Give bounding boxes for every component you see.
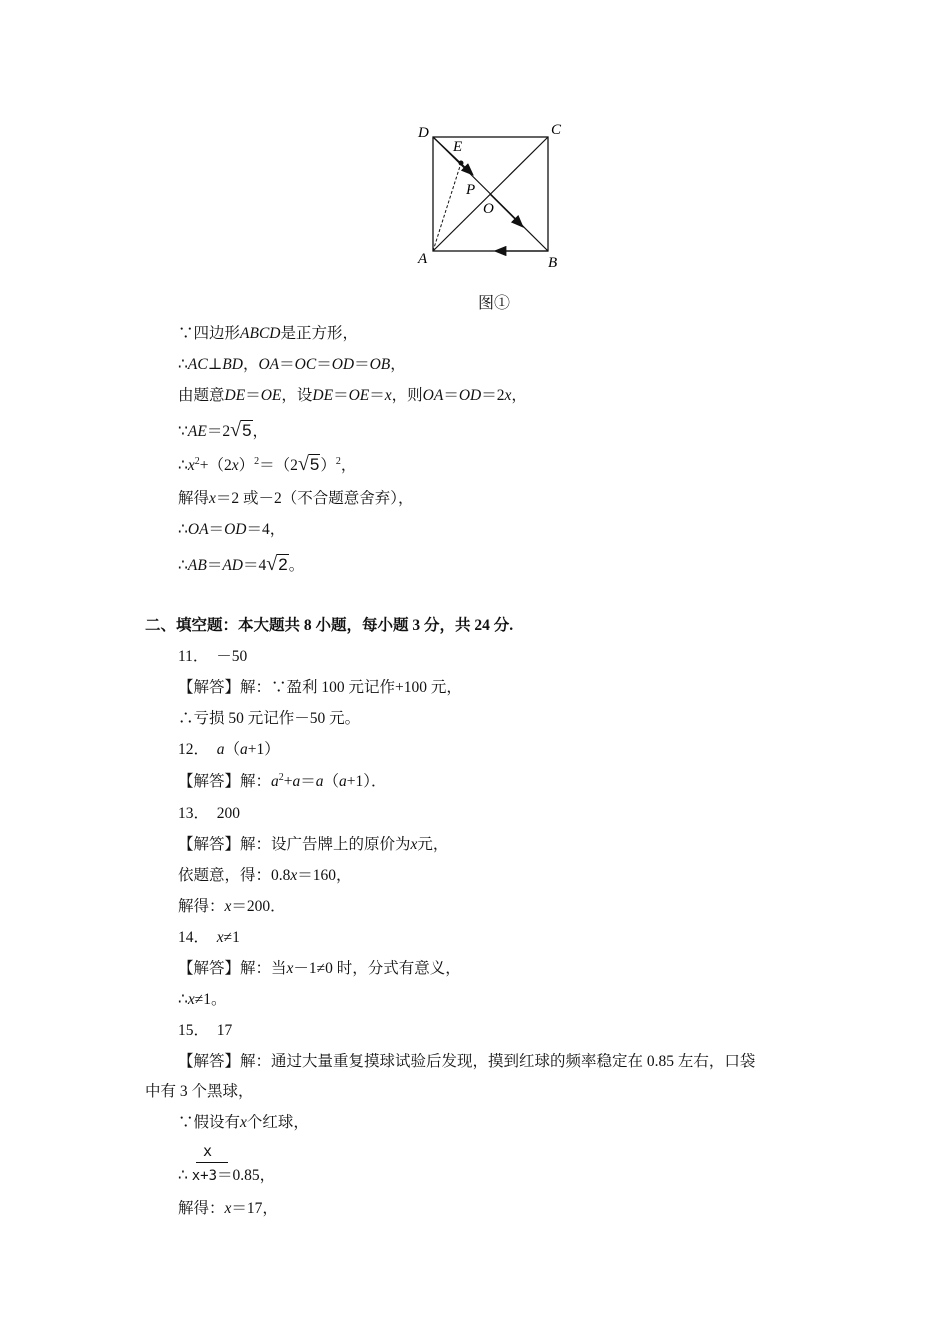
var: OA (422, 387, 444, 404)
text: ） (320, 457, 336, 474)
point-e (459, 161, 464, 166)
text: ＝17， (231, 1200, 278, 1217)
text: ＝ (300, 773, 316, 790)
var: a (240, 741, 248, 758)
text: ，则 (391, 387, 423, 404)
q15-answer (178, 1020, 232, 1042)
text: ∴ (178, 557, 188, 574)
var: OE (260, 387, 282, 404)
text: ＝2 (206, 423, 231, 440)
q14-solution-1 (178, 958, 461, 980)
text: ＝4 (243, 557, 267, 574)
text: 是正方形， (280, 325, 358, 342)
label-o: O (483, 201, 494, 217)
var: OD (331, 356, 355, 373)
var: OA (187, 521, 209, 538)
text: ＝ (354, 356, 370, 373)
var: a (271, 773, 279, 790)
sqrt-2 (266, 553, 288, 576)
answer: 200 (216, 805, 241, 822)
solution-line-1 (178, 323, 358, 345)
text: ， (252, 423, 269, 440)
q15-solution-3 (178, 1165, 275, 1187)
radicand: 5 (242, 421, 252, 440)
text: ＝ (206, 557, 223, 574)
text: ， (511, 387, 527, 404)
text: 个红球， (246, 1114, 309, 1131)
text: ＝160， (297, 867, 352, 884)
text: + (283, 773, 293, 790)
var: BD (222, 356, 243, 373)
solution-line-2 (178, 354, 406, 376)
solution-line-7 (178, 519, 285, 541)
text: ， (390, 356, 406, 373)
label-d: D (418, 125, 429, 141)
text: ＝4， (246, 521, 286, 538)
square-diagram-svg (410, 118, 580, 278)
text: ＝ (369, 387, 385, 404)
text: ， (340, 457, 357, 474)
text: ） (238, 457, 255, 474)
radical-sign: √ (266, 553, 278, 575)
text: 依题意，得：0.8 (178, 867, 291, 884)
q15-solution-2 (178, 1112, 309, 1134)
text: ∵ (178, 423, 188, 440)
q12-answer (178, 739, 280, 761)
var: AC (187, 356, 208, 373)
var: OD (458, 387, 482, 404)
figure-caption: 图① (478, 295, 511, 312)
text: ＝ (208, 521, 225, 538)
question-number: 11． (178, 648, 209, 665)
text: ＝（2 (259, 457, 298, 474)
text: ≠1 (223, 929, 240, 946)
text: ， (242, 356, 259, 373)
text: ∴ (178, 457, 188, 474)
question-number: 15． (178, 1022, 210, 1039)
var: OD (224, 521, 247, 538)
text: ∴ (178, 356, 188, 373)
text: ⊥ (207, 356, 223, 373)
q14-solution-2 (178, 989, 227, 1011)
text: 【解答】解： (178, 773, 272, 790)
var: x (187, 457, 195, 474)
label-a: A (418, 251, 428, 267)
var: x (209, 490, 216, 507)
text: +1）． (346, 773, 387, 790)
sqrt-5 (298, 453, 320, 476)
text: ＝ (279, 356, 295, 373)
text: ∵四边形 (178, 325, 241, 342)
var: x (224, 898, 232, 915)
sqrt-5 (230, 419, 252, 442)
text: 。 (288, 557, 305, 574)
solution-line-4 (178, 419, 268, 443)
q15-solution-1: 【解答】解：通过大量重复摸球试验后发现，摸到红球的频率稳定在 0.85 左右，口袋 (178, 1053, 756, 1070)
fraction-bar (196, 1162, 228, 1163)
var: ABCD (240, 325, 281, 342)
text: 解得： (178, 1200, 225, 1217)
exponent: 2 (254, 456, 260, 467)
solution-line-8 (178, 553, 304, 577)
text: +（2 (199, 457, 232, 474)
text: ∴ (178, 521, 188, 538)
text: +1） (247, 741, 280, 758)
var: x (410, 836, 418, 853)
text: ＝ (316, 356, 332, 373)
solution-line-5 (178, 453, 356, 477)
q11-answer (178, 646, 247, 668)
text: ＝0.85， (217, 1167, 276, 1184)
label-c: C (551, 122, 562, 138)
radicand: 5 (309, 455, 320, 474)
q11-solution-2: ∴亏损 50 元记作－50 元。 (178, 710, 361, 727)
var: DE (312, 387, 334, 404)
var: DE (224, 387, 246, 404)
solution-line-3 (178, 385, 527, 407)
solution-line-6 (178, 488, 414, 510)
q13-answer (178, 803, 240, 825)
q15-solution-1b: 中有 3 个黑球， (145, 1083, 254, 1100)
section-heading: 二、填空题：本大题共 8 小题，每小题 3 分，共 24 分. (145, 617, 514, 634)
var: a (339, 773, 347, 790)
arrow-o-to-b (490, 194, 522, 226)
text: 解得： (178, 898, 225, 915)
text: ＝2 (481, 387, 505, 404)
radical-sign: √ (230, 419, 242, 441)
text: ∵假设有 (178, 1114, 241, 1131)
var: x (187, 991, 195, 1008)
label-b: B (548, 255, 558, 271)
q15-solution-4 (178, 1198, 278, 1220)
q14-answer (178, 927, 240, 949)
q13-solution-1 (178, 834, 448, 856)
text: ∴ (178, 991, 188, 1008)
var: OC (294, 356, 317, 373)
text: ＝ (443, 387, 459, 404)
var: x (504, 387, 512, 404)
text: ＝ (245, 387, 261, 404)
var: x (224, 1200, 232, 1217)
answer: 17 (216, 1022, 233, 1039)
answer: －50 (216, 648, 248, 665)
text: ＝2 或－2（不合题意舍弃）， (215, 490, 414, 507)
var: x (286, 960, 294, 977)
fraction-numerator: x (203, 1142, 213, 1160)
text: 解得 (178, 490, 210, 507)
fraction-denominator: x+3 (191, 1168, 218, 1184)
label-p: P (466, 182, 476, 198)
var: x (231, 457, 239, 474)
text: －1≠0 时，分式有意义， (293, 960, 461, 977)
var: a (216, 741, 225, 758)
var: x (384, 387, 392, 404)
label-e: E (453, 139, 463, 155)
q13-solution-2 (178, 865, 352, 887)
text: 【解答】解：当 (178, 960, 287, 977)
text: ＝200． (231, 898, 286, 915)
text: （ (224, 741, 241, 758)
var: x (290, 867, 298, 884)
text: ，设 (281, 387, 313, 404)
text: ∴ (178, 1167, 188, 1184)
var: a (292, 773, 301, 790)
var: OA (258, 356, 280, 373)
exponent: 2 (335, 456, 341, 467)
exponent: 2 (194, 456, 200, 467)
var: AE (187, 423, 207, 440)
question-number: 14． (178, 929, 210, 946)
text: 【解答】解：设广告牌上的原价为 (178, 836, 411, 853)
radical-sign: √ (297, 453, 309, 475)
square-diagram (410, 118, 580, 278)
text: 元， (417, 836, 449, 853)
q13-solution-3 (178, 896, 286, 918)
var: OE (348, 387, 370, 404)
var: AD (222, 557, 243, 574)
var: AB (187, 557, 207, 574)
q11-solution-1: 【解答】解：∵盈利 100 元记作+100 元， (178, 679, 462, 696)
text: ≠1。 (194, 991, 227, 1008)
question-number: 13． (178, 805, 210, 822)
var: x (240, 1114, 247, 1131)
exponent: 2 (278, 772, 284, 783)
text: （ (323, 773, 340, 790)
question-number: 12． (178, 741, 210, 758)
radicand: 2 (278, 555, 288, 574)
var: OB (369, 356, 391, 373)
var: x (216, 929, 224, 946)
text: 由题意 (178, 387, 225, 404)
q12-solution-1 (178, 771, 387, 793)
text: ＝ (333, 387, 349, 404)
var: a (315, 773, 324, 790)
